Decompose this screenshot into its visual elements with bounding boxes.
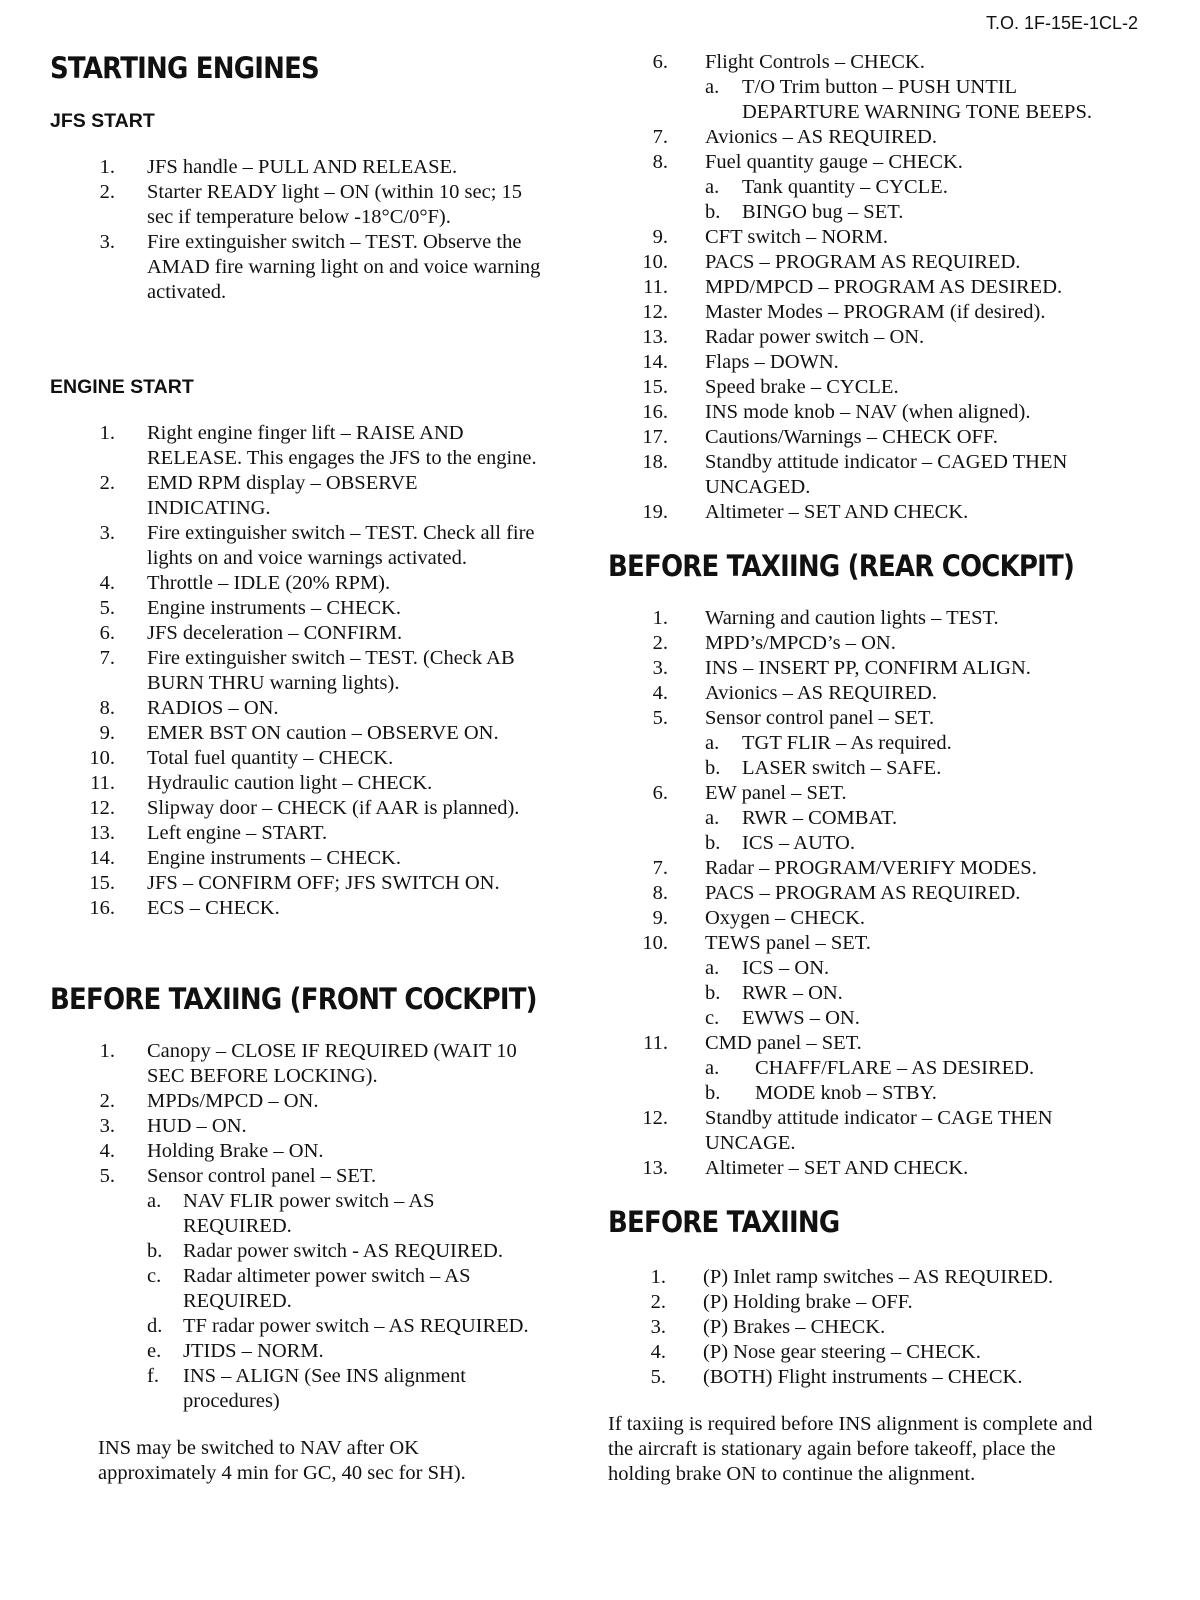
sub-item-text: ICS – ON. xyxy=(742,957,830,979)
sub-item-text: LASER switch – SAFE. xyxy=(742,757,942,779)
item-number: 6. xyxy=(99,622,115,644)
item-number: 5. xyxy=(99,1165,115,1187)
item-text: RADIOS – ON. xyxy=(147,697,279,719)
sub-item-text: ICS – AUTO. xyxy=(742,832,855,854)
item-text: Avionics – AS REQUIRED. xyxy=(705,682,937,704)
item-text: Fire extinguisher switch – TEST. Check all fire xyxy=(147,522,535,544)
item-number: 2. xyxy=(99,181,115,203)
sub-item-text: RWR – ON. xyxy=(742,982,843,1004)
item-text: Sensor control panel – SET. xyxy=(147,1165,377,1187)
document-id: T.O. 1F-15E-1CL-2 xyxy=(985,13,1138,33)
item-number: 10. xyxy=(642,932,668,954)
item-number: 2. xyxy=(99,472,115,494)
item-text: Standby attitude indicator – CAGE THEN xyxy=(705,1107,1053,1129)
item-number: 1. xyxy=(99,1040,115,1062)
item-text: UNCAGE. xyxy=(705,1132,796,1154)
item-text: Sensor control panel – SET. xyxy=(705,707,935,729)
sub-item-letter: b. xyxy=(705,1082,721,1104)
item-number: 11. xyxy=(643,276,668,298)
note-line: the aircraft is stationary again before takeoff, place the xyxy=(608,1438,1056,1460)
item-number: 9. xyxy=(99,722,115,744)
sub-item-text: MODE knob – STBY. xyxy=(755,1082,937,1104)
item-text: Left engine – START. xyxy=(147,822,328,844)
item-text: Avionics – AS REQUIRED. xyxy=(705,126,937,148)
item-text: INS mode knob – NAV (when aligned). xyxy=(705,401,1031,423)
item-number: 2. xyxy=(99,1090,115,1112)
item-number: 16. xyxy=(642,401,668,423)
item-text: RELEASE. This engages the JFS to the engine. xyxy=(147,447,537,469)
item-text: Cautions/Warnings – CHECK OFF. xyxy=(705,426,998,448)
section-title-before-taxiing: BEFORE TAXIING xyxy=(608,1206,840,1240)
sub-item-letter: a. xyxy=(705,732,720,754)
sub-item-text: JTIDS – NORM. xyxy=(183,1340,324,1362)
item-number: 6. xyxy=(652,782,668,804)
item-number: 1. xyxy=(650,1266,666,1288)
sub-item-text: Radar power switch - AS REQUIRED. xyxy=(183,1240,503,1262)
note-taxiing-alignment xyxy=(608,1412,1092,1487)
sub-item-letter: a. xyxy=(705,957,720,979)
item-text: Master Modes – PROGRAM (if desired). xyxy=(705,301,1046,323)
item-text: (P) Inlet ramp switches – AS REQUIRED. xyxy=(703,1266,1054,1288)
section-title-starting-engines: STARTING ENGINES xyxy=(50,52,319,86)
item-text: Slipway door – CHECK (if AAR is planned). xyxy=(147,797,520,819)
item-number: 10. xyxy=(642,251,668,273)
item-text: SEC BEFORE LOCKING). xyxy=(147,1065,378,1087)
item-number: 3. xyxy=(652,657,668,679)
item-text: EW panel – SET. xyxy=(705,782,847,804)
sub-item-letter: a. xyxy=(705,76,720,98)
sub-item-letter: b. xyxy=(705,982,721,1004)
item-text: Canopy – CLOSE IF REQUIRED (WAIT 10 xyxy=(147,1040,517,1062)
sub-item-letter: a. xyxy=(705,1057,720,1079)
item-text: CFT switch – NORM. xyxy=(705,226,889,248)
sub-item-text: BINGO bug – SET. xyxy=(742,201,904,223)
item-number: 3. xyxy=(99,231,115,253)
sub-item-letter: b. xyxy=(147,1240,163,1262)
sub-item-text: Radar altimeter power switch – AS xyxy=(183,1265,471,1287)
item-number: 7. xyxy=(99,647,115,669)
item-number: 12. xyxy=(642,1107,668,1129)
sub-item-letter: b. xyxy=(705,201,721,223)
item-number: 9. xyxy=(652,226,668,248)
sub-item-text: CHAFF/FLARE – AS DESIRED. xyxy=(755,1057,1035,1079)
subsection-heading-engine-start: ENGINE START xyxy=(50,376,194,398)
item-number: 13. xyxy=(642,1157,668,1179)
item-number: 3. xyxy=(99,1115,115,1137)
item-number: 17. xyxy=(642,426,668,448)
item-text: sec if temperature below -18°C/0°F). xyxy=(147,206,451,228)
item-text: INS – INSERT PP, CONFIRM ALIGN. xyxy=(705,657,1031,679)
note-line: holding brake ON to continue the alignment. xyxy=(608,1463,976,1485)
sub-item-text: REQUIRED. xyxy=(183,1290,292,1312)
item-number: 4. xyxy=(652,682,668,704)
item-text: Altimeter – SET AND CHECK. xyxy=(705,1157,969,1179)
item-text: Oxygen – CHECK. xyxy=(705,907,866,929)
sub-item-text: DEPARTURE WARNING TONE BEEPS. xyxy=(742,101,1092,123)
item-number: 19. xyxy=(642,501,668,523)
item-number: 11. xyxy=(90,772,115,794)
item-number: 16. xyxy=(89,897,115,919)
item-text: lights on and voice warnings activated. xyxy=(147,547,467,569)
item-text: Warning and caution lights – TEST. xyxy=(705,607,999,629)
item-text: Throttle – IDLE (20% RPM). xyxy=(147,572,391,594)
sub-item-letter: b. xyxy=(705,757,721,779)
item-text: Flaps – DOWN. xyxy=(705,351,839,373)
item-text: (BOTH) Flight instruments – CHECK. xyxy=(703,1366,1023,1388)
item-text: ECS – CHECK. xyxy=(147,897,280,919)
item-number: 7. xyxy=(652,857,668,879)
item-number: 11. xyxy=(643,1032,668,1054)
item-text: MPD/MPCD – PROGRAM AS DESIRED. xyxy=(705,276,1063,298)
item-number: 15. xyxy=(89,872,115,894)
item-text: EMD RPM display – OBSERVE xyxy=(147,472,418,494)
item-number: 5. xyxy=(650,1366,666,1388)
sub-item-text: TGT FLIR – As required. xyxy=(742,732,952,754)
item-text: Fire extinguisher switch – TEST. (Check AB xyxy=(147,647,515,669)
sub-item-letter: a. xyxy=(705,176,720,198)
note-line: approximately 4 min for GC, 40 sec for SH). xyxy=(98,1462,466,1484)
item-text: Engine instruments – CHECK. xyxy=(147,597,401,619)
note-line: If taxiing is required before INS alignment is complete and xyxy=(608,1413,1093,1435)
item-number: 2. xyxy=(650,1291,666,1313)
item-text: CMD panel – SET. xyxy=(705,1032,862,1054)
item-text: Holding Brake – ON. xyxy=(147,1140,324,1162)
sub-item-text: EWWS – ON. xyxy=(742,1007,860,1029)
note-ins-nav xyxy=(98,1436,466,1486)
item-number: 12. xyxy=(89,797,115,819)
item-number: 14. xyxy=(89,847,115,869)
item-text: Flight Controls – CHECK. xyxy=(705,51,925,73)
item-number: 9. xyxy=(652,907,668,929)
sub-item-letter: d. xyxy=(147,1315,163,1337)
item-text: Total fuel quantity – CHECK. xyxy=(147,747,394,769)
item-number: 8. xyxy=(652,882,668,904)
item-text: PACS – PROGRAM AS REQUIRED. xyxy=(705,251,1021,273)
sub-item-text: REQUIRED. xyxy=(183,1215,292,1237)
sub-item-text: procedures) xyxy=(183,1390,280,1412)
item-number: 8. xyxy=(652,151,668,173)
item-text: JFS deceleration – CONFIRM. xyxy=(147,622,403,644)
item-number: 4. xyxy=(99,572,115,594)
item-text: MPD’s/MPCD’s – ON. xyxy=(705,632,896,654)
item-number: 5. xyxy=(652,707,668,729)
item-text: activated. xyxy=(147,281,227,303)
sub-item-text: NAV FLIR power switch – AS xyxy=(183,1190,435,1212)
item-text: TEWS panel – SET. xyxy=(705,932,871,954)
item-number: 14. xyxy=(642,351,668,373)
sub-item-text: Tank quantity – CYCLE. xyxy=(742,176,948,198)
item-number: 12. xyxy=(642,301,668,323)
section-title-before-taxiing-rear-cockpit: BEFORE TAXIING (REAR COCKPIT) xyxy=(608,550,1075,584)
item-number: 13. xyxy=(642,326,668,348)
item-text: (P) Nose gear steering – CHECK. xyxy=(703,1341,981,1363)
sub-item-letter: a. xyxy=(147,1190,162,1212)
item-number: 15. xyxy=(642,376,668,398)
item-number: 3. xyxy=(650,1316,666,1338)
sub-item-text: TF radar power switch – AS REQUIRED. xyxy=(183,1315,529,1337)
item-number: 18. xyxy=(642,451,668,473)
item-number: 4. xyxy=(650,1341,666,1363)
item-text: Radar – PROGRAM/VERIFY MODES. xyxy=(705,857,1037,879)
item-text: Fire extinguisher switch – TEST. Observe the xyxy=(147,231,522,253)
sub-item-letter: e. xyxy=(147,1340,162,1362)
item-number: 3. xyxy=(99,522,115,544)
item-text: (P) Holding brake – OFF. xyxy=(703,1291,913,1313)
item-text: EMER BST ON caution – OBSERVE ON. xyxy=(147,722,499,744)
sub-item-text: T/O Trim button – PUSH UNTIL xyxy=(742,76,1018,98)
item-text: HUD – ON. xyxy=(147,1115,247,1137)
item-number: 6. xyxy=(652,51,668,73)
item-number: 8. xyxy=(99,697,115,719)
sub-item-letter: f. xyxy=(147,1365,159,1387)
item-number: 7. xyxy=(652,126,668,148)
item-text: Hydraulic caution light – CHECK. xyxy=(147,772,433,794)
sub-item-letter: c. xyxy=(147,1265,162,1287)
item-text: Starter READY light – ON (within 10 sec; 15 xyxy=(147,181,523,203)
item-number: 1. xyxy=(652,607,668,629)
item-text: JFS – CONFIRM OFF; JFS SWITCH ON. xyxy=(147,872,500,894)
item-text: JFS handle – PULL AND RELEASE. xyxy=(147,156,458,178)
sub-item-text: RWR – COMBAT. xyxy=(742,807,898,829)
item-number: 4. xyxy=(99,1140,115,1162)
sub-item-letter: c. xyxy=(705,1007,720,1029)
item-text: AMAD fire warning light on and voice warning xyxy=(147,256,541,278)
item-text: Speed brake – CYCLE. xyxy=(705,376,899,398)
item-number: 13. xyxy=(89,822,115,844)
item-text: PACS – PROGRAM AS REQUIRED. xyxy=(705,882,1021,904)
section-title-before-taxiing-front-cockpit: BEFORE TAXIING (FRONT COCKPIT) xyxy=(50,983,537,1017)
item-number: 1. xyxy=(99,156,115,178)
subsection-heading-jfs-start: JFS START xyxy=(50,110,155,132)
sub-item-letter: a. xyxy=(705,807,720,829)
item-number: 2. xyxy=(652,632,668,654)
item-number: 1. xyxy=(99,422,115,444)
item-text: Altimeter – SET AND CHECK. xyxy=(705,501,969,523)
sub-item-letter: b. xyxy=(705,832,721,854)
sub-item-text: INS – ALIGN (See INS alignment xyxy=(183,1365,466,1387)
item-text: (P) Brakes – CHECK. xyxy=(703,1316,886,1338)
item-number: 5. xyxy=(99,597,115,619)
item-text: MPDs/MPCD – ON. xyxy=(147,1090,319,1112)
note-line: INS may be switched to NAV after OK xyxy=(98,1437,419,1459)
item-text: Standby attitude indicator – CAGED THEN xyxy=(705,451,1068,473)
item-text: Radar power switch – ON. xyxy=(705,326,925,348)
item-text: Right engine finger lift – RAISE AND xyxy=(147,422,464,444)
item-text: INDICATING. xyxy=(147,497,271,519)
item-text: UNCAGED. xyxy=(705,476,811,498)
item-text: BURN THRU warning lights). xyxy=(147,672,400,694)
item-text: Fuel quantity gauge – CHECK. xyxy=(705,151,963,173)
item-text: Engine instruments – CHECK. xyxy=(147,847,401,869)
item-number: 10. xyxy=(89,747,115,769)
